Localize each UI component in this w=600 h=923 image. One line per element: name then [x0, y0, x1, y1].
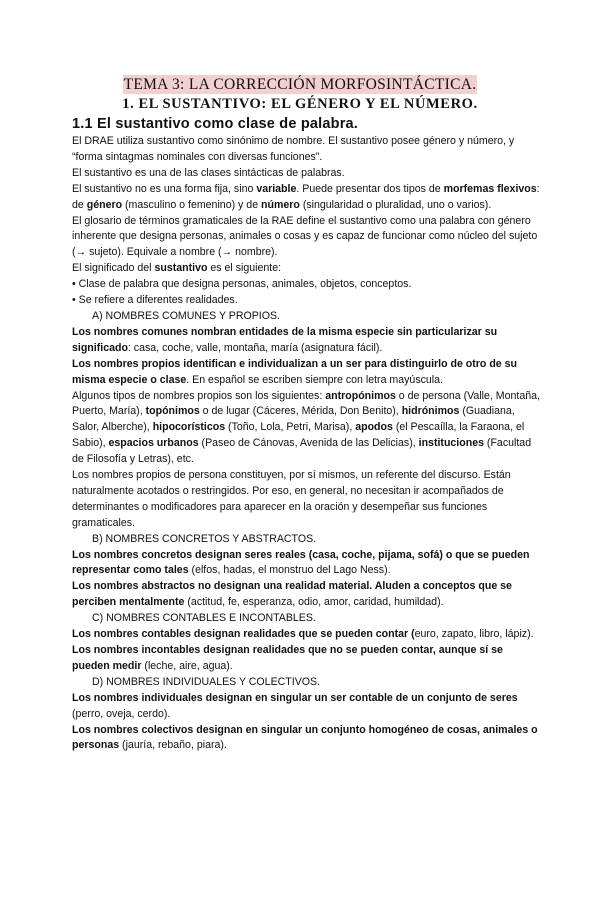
- bullet-item: • Clase de palabra que designa personas, animales, objetos, conceptos.: [72, 278, 412, 291]
- intro-paragraph-4: El glosario de términos gramaticales de la RAE define el sustantivo como una palabra con género inherente que designa personas, animales o cosas y es capaz de funcionar como núcleo del sujeto (→ sujeto). Equivale a nombre (→ nombre).: [72, 214, 538, 259]
- section-c-heading: C) NOMBRES CONTABLES E INCONTABLES.: [92, 612, 316, 625]
- intro-paragraph-5: El significado del sustantivo es el siguiente:: [72, 262, 282, 275]
- document-title: TEMA 3: LA CORRECCIÓN MORFOSINTÁCTICA.: [123, 76, 477, 93]
- subsection-heading: 1.1 El sustantivo como clase de palabra.: [72, 116, 359, 132]
- document-body: [72, 134, 540, 754]
- section-d-paragraph-1: Los nombres individuales designan en singular un ser contable de un conjunto de seres (perro, oveja, cerdo).: [72, 691, 518, 720]
- intro-paragraph-3: El sustantivo no es una forma fija, sino variable. Puede presentar dos tipos de morfemas flexivos: de género (masculino o femenino) y de número (singularidad o pluralidad, uno o varios).: [72, 182, 540, 211]
- section-a-heading: A) NOMBRES COMUNES Y PROPIOS.: [92, 309, 280, 322]
- section-a-paragraph-3: Algunos tipos de nombres propios son los siguientes: antropónimos o de persona (Valle, Montaña, Puerto, María), topónimos o de lugar (Cáceres, Mérida, Don Benito), hidrónimos (Guadiana, Salor, Alberche), hipocorísticos (Toño, Lola, Petri, Marisa), apodos (el Pescaílla, la Faraona, el Sabio), espacios urbanos (Paseo de Cánovas, Avenida de las Delicias), instituciones (Facultad de Filosofía y Letras), etc.: [72, 389, 540, 466]
- section-b-paragraph-1: Los nombres concretos designan seres reales (casa, coche, pijama, sofá) o que se pueden representar como tales (elfos, hadas, el monstruo del Lago Ness).: [72, 548, 530, 577]
- section-a-paragraph-1: Los nombres comunes nombran entidades de la misma especie sin particularizar su significado: casa, coche, valle, montaña, maría (asignatura fácil).: [72, 325, 498, 354]
- section-b-heading: B) NOMBRES CONCRETOS Y ABSTRACTOS.: [92, 532, 317, 545]
- section-heading: 1. EL SUSTANTIVO: EL GÉNERO Y EL NÚMERO.: [122, 96, 478, 112]
- section-b-paragraph-2: Los nombres abstractos no designan una realidad material. Aluden a conceptos que se perciben mentalmente (actitud, fe, esperanza, odio, amor, caridad, humildad).: [72, 580, 512, 609]
- document-page: [0, 75, 600, 923]
- section-c-paragraph-2: Los nombres incontables designan realidades que no se pueden contar, aunque sí se pueden medir (leche, aire, agua).: [72, 644, 503, 672]
- section-a-paragraph-4: Los nombres propios de persona constituyen, por sí mismos, un referente del discurso. Están naturalmente acotados o restringidos. Por eso, en general, no necesitan ir acompañados de determinantes o modificadores para aparecer en la oración y desempeñar sus funciones gramaticales.: [72, 469, 511, 529]
- section-a-paragraph-2: Los nombres propios identifican e individualizan a un ser para distinguirlo de otro de su misma especie o clase. En español se escriben siempre con letra mayúscula.: [72, 357, 517, 386]
- section-d-paragraph-2: Los nombres colectivos designan en singular un conjunto homogéneo de cosas, animales o personas (jauría, rebaño, piara).: [72, 723, 538, 752]
- section-c-paragraph-1: Los nombres contables designan realidades que se pueden contar (euro, zapato, libro, lápiz).: [72, 628, 534, 641]
- section-d-heading: D) NOMBRES INDIVIDUALES Y COLECTIVOS.: [92, 675, 321, 688]
- intro-paragraph-1: El DRAE utiliza sustantivo como sinónimo de nombre. El sustantivo posee género y número, y “forma sintagmas nominales con diversas funciones”.: [72, 135, 515, 163]
- intro-paragraph-2: El sustantivo es una de las clases sintácticas de palabras.: [72, 166, 345, 179]
- bullet-item: • Se refiere a diferentes realidades.: [72, 294, 238, 307]
